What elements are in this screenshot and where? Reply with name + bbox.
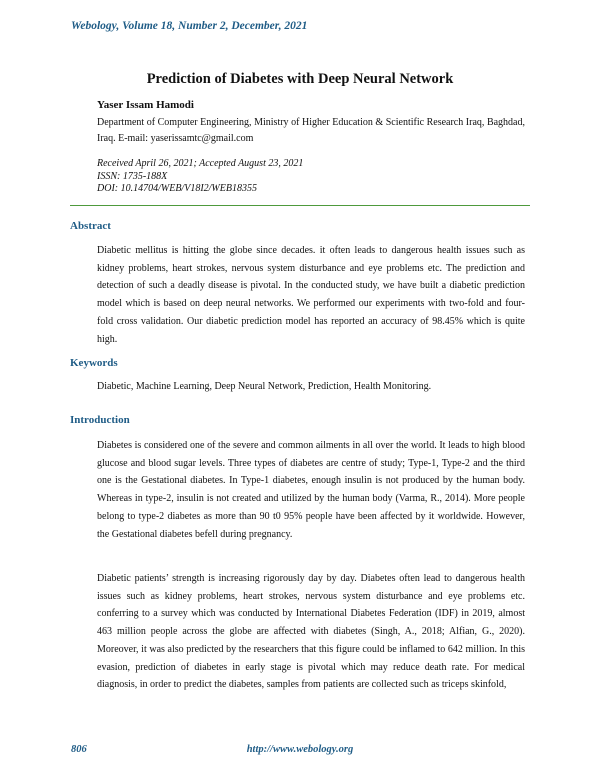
author-affiliation: Department of Computer Engineering, Ministry of Higher Education & Scientific Research Iraq, Baghdad, Iraq. E-mail: yaserissamtc@gmail.com [97, 117, 525, 144]
issn: ISSN: 1735-188X [97, 170, 168, 182]
footer-url: http://www.webology.org [246, 744, 354, 755]
keywords-text: Diabetic, Machine Learning, Deep Neural Network, Prediction, Health Monitoring. [97, 381, 432, 392]
abstract-heading: Abstract [70, 220, 111, 232]
author-name: Yaser Issam Hamodi [97, 99, 194, 111]
keywords-heading: Keywords [70, 357, 118, 369]
header-divider [70, 205, 530, 206]
intro-paragraph-2: Diabetic patients’ strength is increasing rigorously day by day. Diabetes often lead to dangerous health issues such as kidney problems, heart strokes, nervous system disturbance and eye problems etc. conferring to a survey which was conducted by International Diabetes Federation (IDF) in 2019, almost 463 million people across the globe are affected with diabetes (Singh, A., 2018; Alfian, G., 2020). Moreover, it was also predicted by the researchers that this figure could be inflamed to 642 million. In this evasion, prediction of diabetes in early stage is pivotal which may reduce death rate. For medical diagnosis, in order to predict the diabetes, samples from patients are collected such as triceps skinfold, [97, 573, 525, 691]
journal-header: Webology, Volume 18, Number 2, December, 2021 [71, 20, 308, 32]
paper-title: Prediction of Diabetes with Deep Neural Network [146, 71, 454, 87]
introduction-heading: Introduction [70, 414, 130, 426]
page-number: 806 [71, 744, 87, 755]
abstract-text: Diabetic mellitus is hitting the globe since decades. it often leads to dangerous health issues such as kidney problems, heart strokes, nervous system disturbance and eye problems etc. The prediction and detection of such a deadly disease is pivotal. In the conducted study, we have built a diabetic prediction model which is based on deep neural networks. We performed our experiments with two-fold and four-fold cross validation. Our diabetic prediction model has reported an accuracy of 98.45% which is quite high. [97, 245, 525, 345]
intro-paragraph-1: Diabetes is considered one of the severe and common ailments in all over the world. It leads to high blood glucose and blood sugar levels. Three types of diabetes are centre of study; Type-1, Type-2 and the third one is the Gestational diabetes. In Type-1 diabetes, enough insulin is not produced by the human body. Whereas in type-2, insulin is not created and utilized by the human body (Varma, R., 2014). More people belong to type-2 diabetes as more than 90 t0 95% people have been affected by it worldwide. However, the Gestational diabetes befell during pregnancy. [97, 440, 525, 540]
publication-meta [97, 158, 303, 196]
received-date: Received April 26, 2021; Accepted August 23, 2021 [97, 158, 304, 169]
doi: DOI: 10.14704/WEB/V18I2/WEB18355 [97, 183, 257, 194]
